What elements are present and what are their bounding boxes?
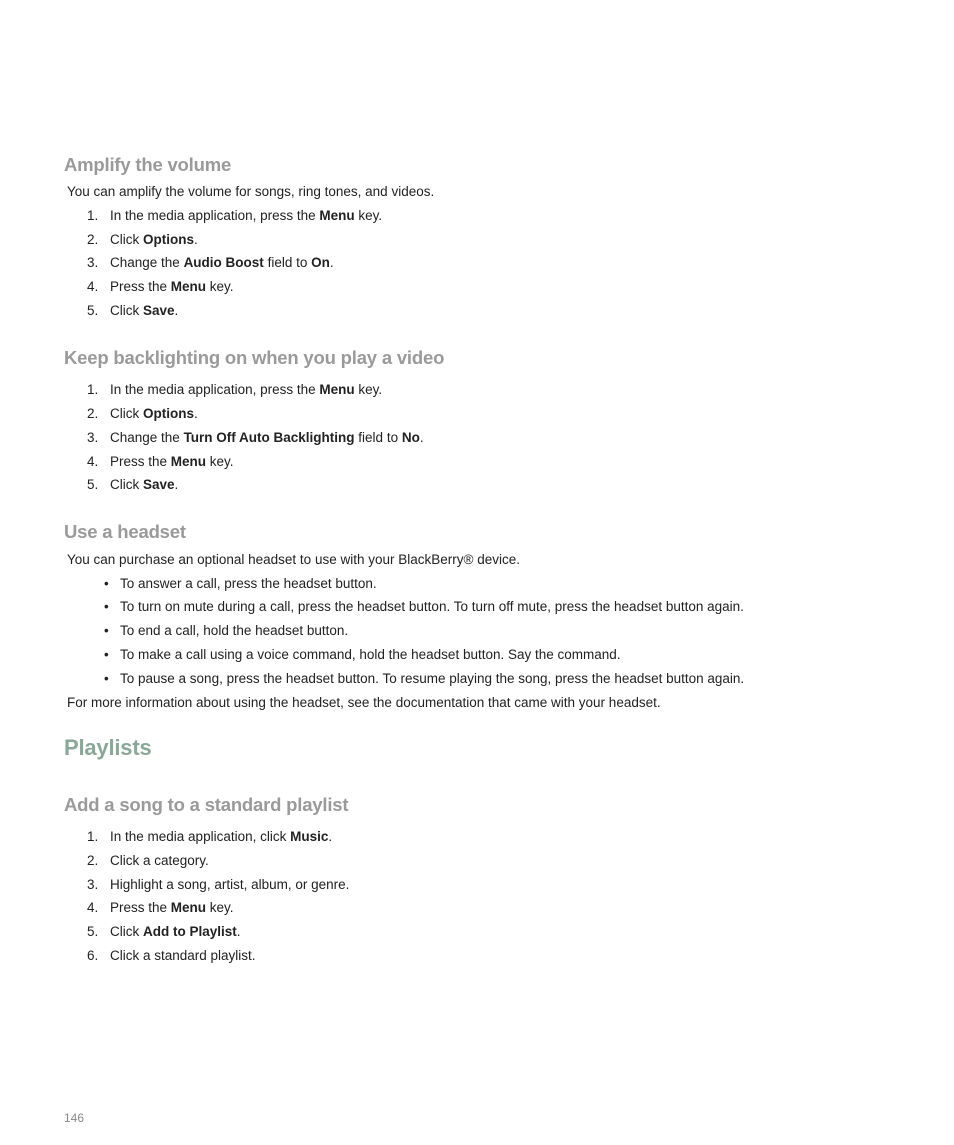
step-text: Press the Menu key.	[110, 279, 234, 294]
step-number: 2.	[87, 406, 99, 421]
amplify-intro: You can amplify the volume for songs, ring tones, and videos.	[67, 184, 435, 199]
step-number: 3.	[87, 877, 99, 892]
step-text: Click a standard playlist.	[110, 948, 256, 963]
step-text: In the media application, press the Menu key.	[110, 208, 383, 223]
bullet-marker: •	[104, 671, 109, 686]
step-number: 2.	[87, 232, 99, 247]
step-text: Click Save.	[110, 303, 179, 318]
step-text: Highlight a song, artist, album, or genre.	[110, 877, 350, 892]
step-number: 6.	[87, 948, 99, 963]
step-number: 5.	[87, 924, 99, 939]
step-text: In the media application, press the Menu key.	[110, 382, 383, 397]
heading-add-song: Add a song to a standard playlist	[64, 794, 349, 815]
step-text: Click Options.	[110, 232, 198, 247]
step-number: 2.	[87, 853, 99, 868]
step-text: Press the Menu key.	[110, 454, 234, 469]
step-number: 4.	[87, 279, 99, 294]
step-text: Click Add to Playlist.	[110, 924, 241, 939]
step-number: 1.	[87, 382, 99, 397]
list-item: To end a call, hold the headset button.	[120, 623, 349, 638]
headset-outro: For more information about using the headset, see the documentation that came with your headset.	[67, 695, 661, 710]
heading-playlists: Playlists	[64, 735, 152, 760]
list-item: To turn on mute during a call, press the headset button. To turn off mute, press the headset button again.	[120, 599, 744, 614]
list-item: To pause a song, press the headset button. To resume playing the song, press the headset button again.	[120, 671, 745, 686]
list-item: To answer a call, press the headset button.	[120, 576, 377, 591]
step-number: 3.	[87, 430, 99, 445]
step-text: Click a category.	[110, 853, 209, 868]
heading-amplify-volume: Amplify the volume	[64, 154, 232, 175]
heading-use-headset: Use a headset	[64, 521, 186, 542]
step-number: 4.	[87, 900, 99, 915]
step-text: Change the Turn Off Auto Backlighting field to No.	[110, 430, 424, 445]
step-text: In the media application, click Music.	[110, 829, 333, 844]
headset-intro: You can purchase an optional headset to use with your BlackBerry® device.	[67, 552, 520, 567]
step-number: 3.	[87, 255, 99, 270]
step-number: 4.	[87, 454, 99, 469]
step-number: 5.	[87, 303, 99, 318]
step-number: 5.	[87, 477, 99, 492]
step-number: 1.	[87, 208, 99, 223]
step-text: Click Save.	[110, 477, 179, 492]
heading-keep-backlighting: Keep backlighting on when you play a video	[64, 347, 445, 368]
list-item: To make a call using a voice command, hold the headset button. Say the command.	[120, 647, 621, 662]
step-text: Click Options.	[110, 406, 198, 421]
bullet-marker: •	[104, 576, 109, 591]
bullet-marker: •	[104, 599, 109, 614]
bullet-marker: •	[104, 623, 109, 638]
bullet-marker: •	[104, 647, 109, 662]
step-text: Press the Menu key.	[110, 900, 234, 915]
step-number: 1.	[87, 829, 99, 844]
page-number: 146	[64, 1111, 85, 1125]
step-text: Change the Audio Boost field to On.	[110, 255, 334, 270]
